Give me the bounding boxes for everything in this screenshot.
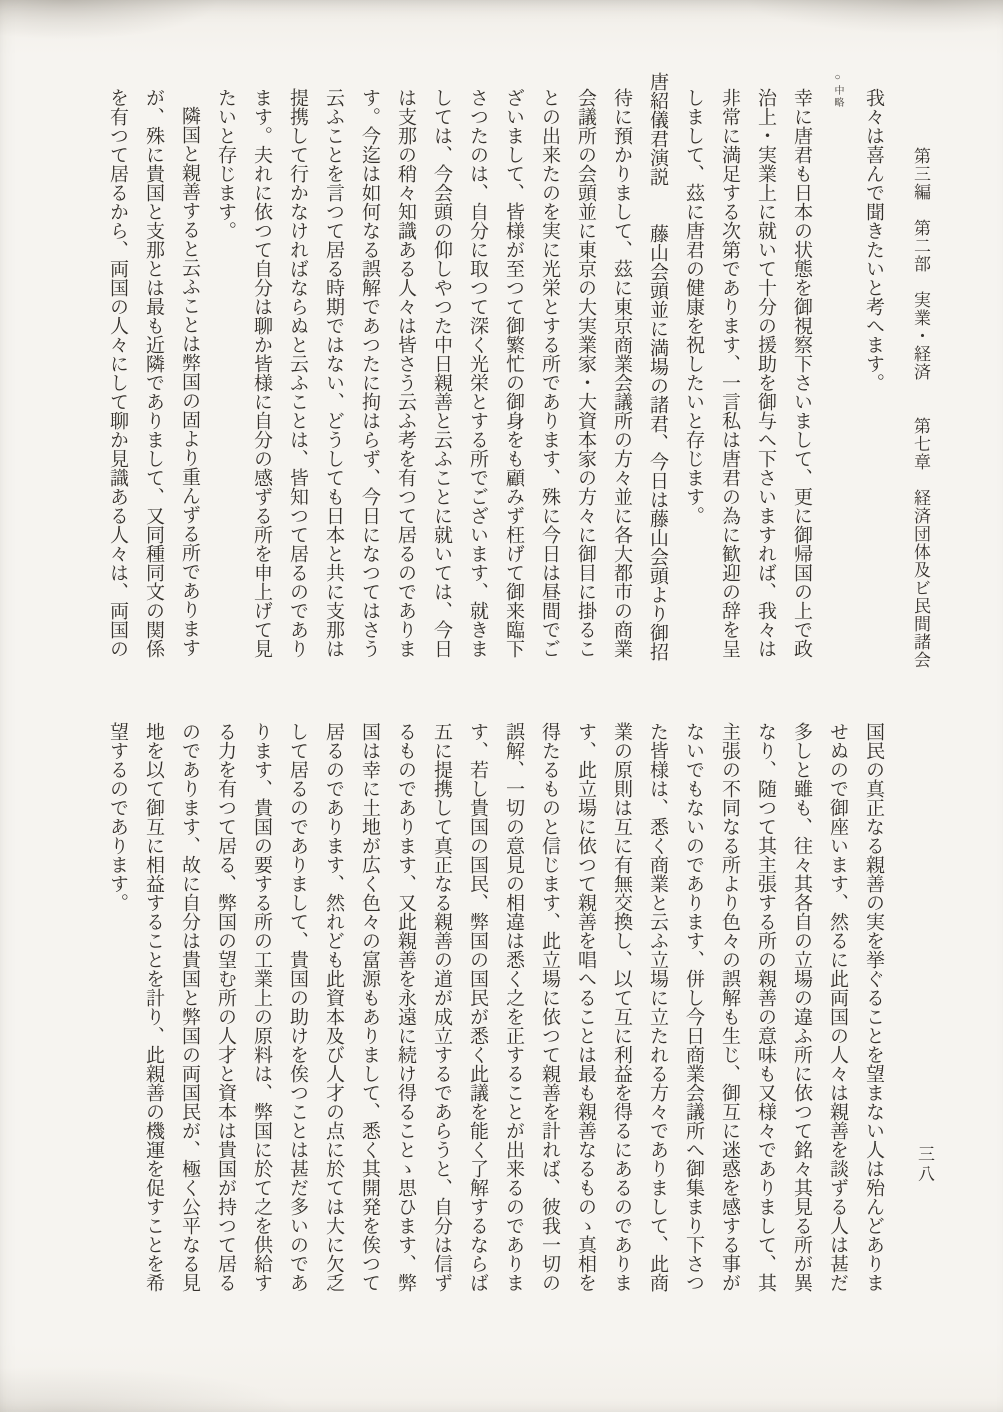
text-line: ります、貴国の要する所の工業上の原料は、弊国に於て之を供給す bbox=[251, 722, 272, 1292]
text-line: 唐紹儀君演説 藤山会頭並に満場の諸君、今日は藤山会頭より御招 bbox=[647, 72, 668, 661]
scan-shadow-bottom-left bbox=[0, 1366, 300, 1412]
text-line: るものであります、又此親善を永遠に続け得ることゝ思ひます、弊 bbox=[395, 722, 416, 1292]
text-line: る力を有つて居る、弊国の望む所の人才と資本は貴国が持つて居る bbox=[215, 722, 236, 1292]
text-line: 地を以て御互に相益することを計り、此親善の機運を促すことを希 bbox=[143, 722, 164, 1292]
text-line: しては、今会頭の仰しやつた中日親善と云ふことに就いては、今日 bbox=[431, 88, 452, 658]
text-line: す、若し貴国の国民、弊国の国民が悉く此議を能く了解するならば bbox=[467, 722, 488, 1292]
text-line: さつたのは、自分に取つて深く光栄とする所でございます、就きま bbox=[467, 88, 488, 658]
text-line: 提携して行かなければならぬと云ふことは、皆知つて居るのであり bbox=[287, 88, 308, 658]
text-line: は支那の稍々知識ある人々は皆さう云ふ考を有つて居るのでありま bbox=[395, 88, 416, 658]
text-line: ます。夫れに依つて自分は聊か皆様に自分の感ずる所を申上げて見 bbox=[251, 88, 272, 658]
text-line: を有つて居るから、両国の人々にして聊か見識ある人々は、両国の bbox=[107, 88, 128, 658]
text-line: せぬので御座います、然るに此両国の人々は親善を談ずる人は甚だ bbox=[827, 722, 848, 1292]
text-line: なり、随つて其主張する所の親善の意味も又様々でありまして、其 bbox=[755, 722, 776, 1292]
text-line: 得たるものと信じます、此立場に依つて親善を計れば、彼我一切の bbox=[539, 722, 560, 1292]
text-line: のであります、故に自分は貴国と弊国の両国民が、極く公平なる見 bbox=[179, 722, 200, 1292]
text-line: 誤解、一切の意見の相違は悉く之を正することが出来るのでありま bbox=[503, 722, 524, 1292]
text-line: しまして、茲に唐君の健康を祝したいと存じます。 bbox=[683, 88, 704, 525]
text-line: す、此立場に依つて親善を唱へることは最も親善なるものゝ真相を bbox=[575, 722, 596, 1292]
text-line: ざいまして、皆様が至つて御繁忙の御身をも顧みず枉げて御来臨下 bbox=[503, 88, 524, 658]
text-line: ○中略 bbox=[832, 72, 843, 109]
running-header: 第三編 第二部 実業・経済 第七章 経済団体及ビ民間諸会 bbox=[911, 147, 930, 669]
text-line: 非常に満足する次第であります、一言私は唐君の為に歓迎の辞を呈 bbox=[719, 88, 740, 658]
text-line: す。今迄は如何なる誤解であつたに拘はらず、今日になつてはさう bbox=[359, 88, 380, 658]
text-line: 国は幸に土地が広く色々の富源もありまして、悉く其開発を俟つて bbox=[359, 722, 380, 1292]
text-line: して居るのでありまして、貴国の助けを俟つことは甚だ多いのであ bbox=[287, 722, 308, 1292]
text-line: 隣国と親善すると云ふことは弊国の固より重んずる所であります bbox=[179, 106, 200, 657]
text-line: 五に提携して真正なる親善の道が成立するであらうと、自分は信ず bbox=[431, 722, 452, 1292]
text-line: 待に預かりまして、茲に東京商業会議所の方々並に各大都市の商業 bbox=[611, 88, 632, 658]
text-line: 居るのであります、然れども此資本及び人才の点に於ては大に欠乏 bbox=[323, 722, 344, 1292]
text-line: が、殊に貴国と支那とは最も近隣でありまして、又同種同文の関係 bbox=[143, 88, 164, 658]
text-line: たいと存じます。 bbox=[215, 88, 236, 240]
text-line: 云ふことを言つて居る時期ではない、どうしても日本と共に支那は bbox=[323, 88, 344, 658]
text-line: 治上・実業上に就いて十分の援助を御与へ下さいますれば、我々は bbox=[755, 88, 776, 658]
scan-shadow-top-right bbox=[743, 0, 1003, 34]
bottom-text-block bbox=[99, 722, 891, 1362]
text-line: との出来たのを実に光栄とする所であります、殊に今日は昼間でご bbox=[539, 88, 560, 658]
text-line: 主張の不同なる所より色々の誤解も生じ、御互に迷惑を感する事が bbox=[719, 722, 740, 1292]
text-line: 幸に唐君も日本の状態を御視察下さいまして、更に御帰国の上で政 bbox=[791, 88, 812, 658]
text-line: 会議所の会頭並に東京の大実業家・大資本家の方々に御目に掛るこ bbox=[575, 88, 596, 658]
text-line: 多しと雖も、往々其各自の立場の違ふ所に依つて銘々其見る所が異 bbox=[791, 722, 812, 1292]
text-line: 望するのであります。 bbox=[107, 722, 128, 912]
text-line: 業の原則は互に有無交換し、以て互に利益を得るにあるのでありま bbox=[611, 722, 632, 1292]
text-line: た皆様は、悉く商業と云ふ立場に立たれる方々でありまして、此商 bbox=[647, 722, 668, 1292]
page-number: 三八 bbox=[915, 1145, 934, 1185]
scan-shadow-top-left bbox=[0, 0, 220, 40]
text-line: 国民の真正なる親善の実を挙ぐることを望まない人は殆んどありま bbox=[863, 722, 884, 1292]
top-text-block bbox=[99, 72, 891, 732]
text-line: 我々は喜んで聞きたいと考へます。 bbox=[863, 88, 884, 392]
text-line: ないでもないのであります、併し今日商業会議所へ御集まり下さつ bbox=[683, 722, 704, 1292]
